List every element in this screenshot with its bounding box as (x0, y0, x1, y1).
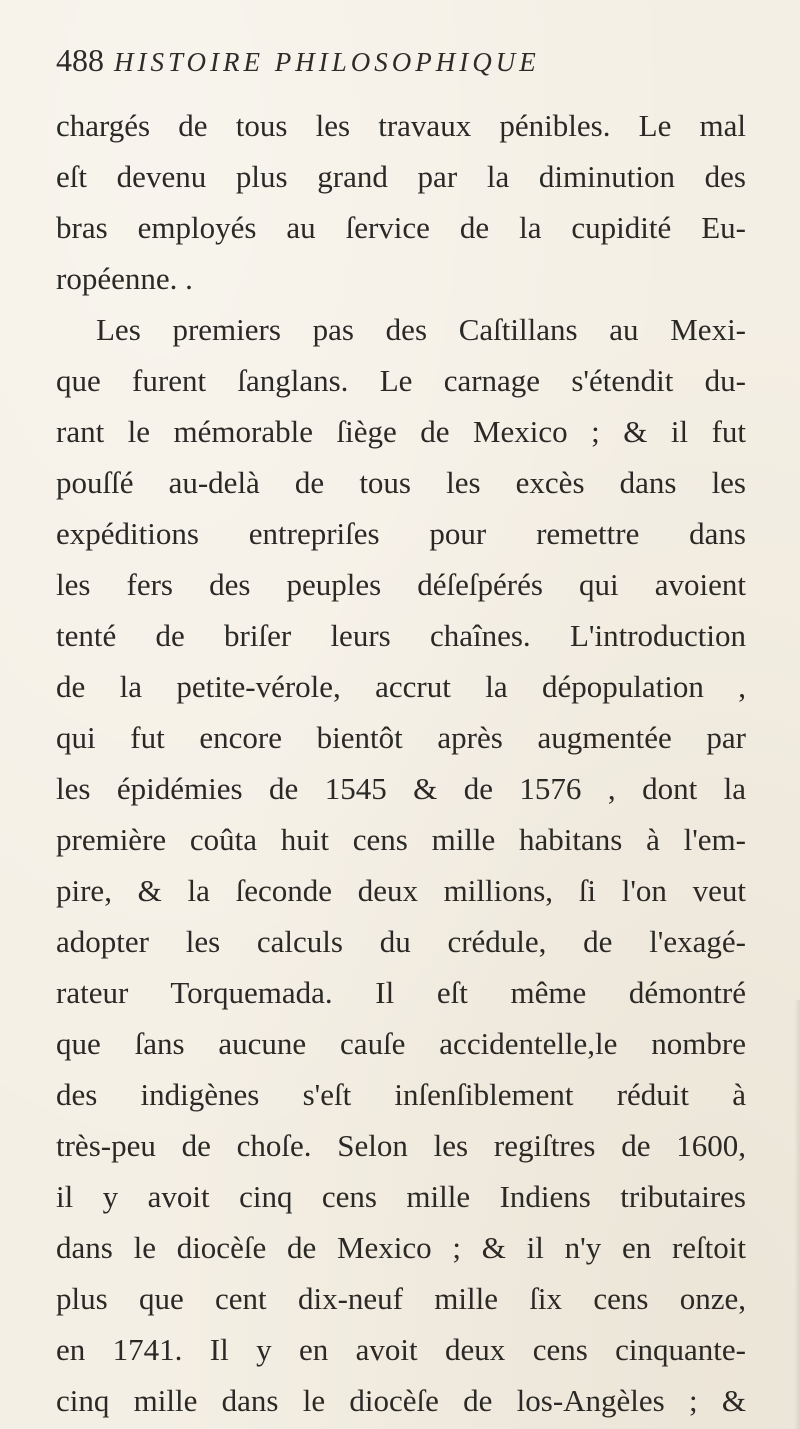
text-line: bras employés au ſervice de la cupidité Eu- (56, 210, 746, 245)
text-line: rant le mémorable ſiège de Mexico ; & il fut (56, 414, 746, 449)
text-line: des indigènes s'eſt inſenſiblement réduit à (56, 1077, 746, 1112)
text-line: cinq mille dans le diocèſe de los-Angèles ; & (56, 1383, 746, 1418)
text-line: première coûta huit cens mille habitans à l'em- (56, 822, 746, 857)
text-line: que furent ſanglans. Le carnage s'étendit du- (56, 363, 746, 398)
text-line: les fers des peuples déſeſpérés qui avoient (56, 567, 746, 602)
text-line: adopter les calculs du crédule, de l'exagé- (56, 924, 746, 959)
text-line: qui fut encore bientôt après augmentée par (56, 720, 746, 755)
text-line: tenté de briſer leurs chaînes. L'introduction (56, 618, 746, 653)
text-line: ropéenne. . (56, 261, 193, 296)
text-line: dans le diocèſe de Mexico ; & il n'y en reſtoit (56, 1230, 746, 1265)
text-line: pire, & la ſeconde deux millions, ſi l'on veut (56, 873, 746, 908)
text-line: expéditions entrepriſes pour remettre dans (56, 516, 746, 551)
text-line: plus que cent dix-neuf mille ſix cens onze, (56, 1281, 746, 1316)
text-line: eſt devenu plus grand par la diminution des (56, 159, 746, 194)
text-line: en 1741. Il y en avoit deux cens cinquante- (56, 1332, 746, 1367)
text-line: les épidémies de 1545 & de 1576 , dont la (56, 771, 746, 806)
page-header (56, 42, 676, 88)
text-line: que ſans aucune cauſe accidentelle,le nombre (56, 1026, 746, 1061)
text-line: il y avoit cinq cens mille Indiens tributaires (56, 1179, 746, 1214)
text-line: Les premiers pas des Caſtillans au Mexi- (96, 312, 746, 347)
text-line: chargés de tous les travaux pénibles. Le mal (56, 108, 746, 143)
text-line: de la petite-vérole, accrut la dépopulation , (56, 669, 746, 704)
page-number: 488 (56, 42, 104, 78)
page-edge-shadow (794, 1000, 800, 1429)
running-title: HISTOIRE PHILOSOPHIQUE (114, 47, 540, 77)
text-line: très-peu de choſe. Selon les regiſtres de 1600, (56, 1128, 746, 1163)
text-line: pouſſé au-delà de tous les excès dans les (56, 465, 746, 500)
text-body (56, 100, 746, 1426)
text-line: rateur Torquemada. Il eſt même démontré (56, 975, 746, 1010)
